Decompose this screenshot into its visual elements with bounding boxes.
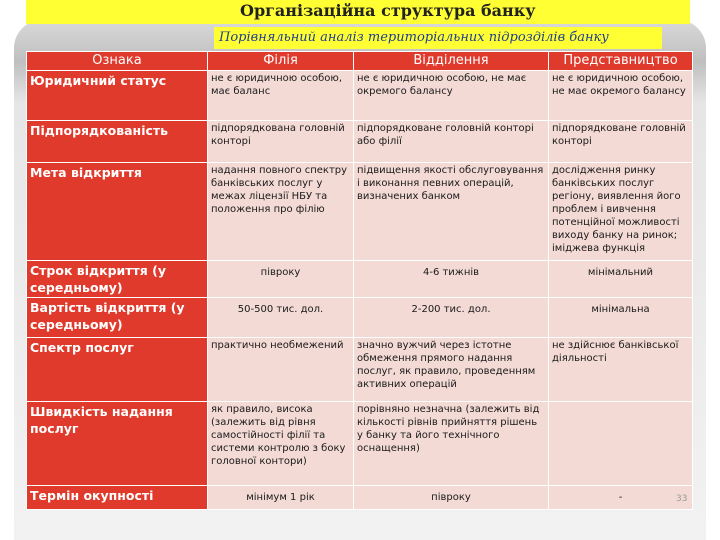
- table-cell: дослідження ринку банківських послуг регіону, виявлення його проблем і вивчення потенційної можливості виходу банку на ринок; іміджева функція: [549, 163, 693, 261]
- table-cell: не здійснює банківської діяльності: [549, 338, 693, 402]
- title-bar: [26, 0, 690, 24]
- table-cell: порівняно незначна (залежить від кількості рівнів прийняття рішень у банку та його технічного оснащення): [354, 402, 549, 486]
- row-label: Строк відкриття (у середньому): [27, 261, 208, 298]
- table-row-opening-term: [27, 261, 693, 298]
- table-cell: [549, 402, 693, 486]
- row-label: Спектр послуг: [27, 338, 208, 402]
- table-row-service-range: [27, 338, 693, 402]
- table-cell: мінімальний: [549, 261, 693, 298]
- table-cell: як правило, висока (залежить від рівня самостійності філії та системи контролю з боку головної контори): [208, 402, 354, 486]
- row-label: Вартість відкриття (у середньому): [27, 298, 208, 338]
- table-cell: підпорядковане головній конторі або філії: [354, 121, 549, 163]
- table-header-row: [27, 52, 693, 71]
- row-label: Швидкість надання послуг: [27, 402, 208, 486]
- row-label: Юридичний статус: [27, 71, 208, 121]
- table-cell: 50-500 тис. дол.: [208, 298, 354, 338]
- column-header-feature: Ознака: [27, 52, 208, 71]
- table-row-service-speed: [27, 402, 693, 486]
- table-cell: не є юридичною особою, не має окремого балансу: [354, 71, 549, 121]
- row-label: Мета відкриття: [27, 163, 208, 261]
- table-row-subordination: [27, 121, 693, 163]
- table-cell: мінімальна: [549, 298, 693, 338]
- page-number: 33: [676, 494, 688, 504]
- table-cell: надання повного спектру банківських послуг у межах ліцензії НБУ та положення про філію: [208, 163, 354, 261]
- table-row-payback-period: [27, 486, 693, 510]
- table-cell: не є юридичною особою, має баланс: [208, 71, 354, 121]
- table-row-legal-status: [27, 71, 693, 121]
- row-label: Підпорядкованість: [27, 121, 208, 163]
- column-header-department: Відділення: [354, 52, 549, 71]
- table-cell: підпорядковане головній конторі: [549, 121, 693, 163]
- table-cell: -: [549, 486, 693, 510]
- table-cell: мінімум 1 рік: [208, 486, 354, 510]
- table-cell: практично необмежений: [208, 338, 354, 402]
- row-label: Термін окупності: [27, 486, 208, 510]
- column-header-representative-office: Представництво: [549, 52, 693, 71]
- table-row-opening-purpose: [27, 163, 693, 261]
- table-cell: не є юридичною особою, не має окремого балансу: [549, 71, 693, 121]
- table-cell: 2-200 тис. дол.: [354, 298, 549, 338]
- table-cell: півроку: [208, 261, 354, 298]
- subtitle-box: [214, 27, 662, 49]
- table-row-opening-cost: [27, 298, 693, 338]
- table-cell: підпорядкована головній конторі: [208, 121, 354, 163]
- column-header-branch: Філія: [208, 52, 354, 71]
- table-cell: півроку: [354, 486, 549, 510]
- table-cell: 4-6 тижнів: [354, 261, 549, 298]
- comparison-table: [26, 51, 693, 510]
- table-cell: підвищення якості обслуговування і виконання певних операцій, визначених банком: [354, 163, 549, 261]
- table-cell: значно вужчий через істотне обмеження прямого надання послуг, як правило, проведенням активних операцій: [354, 338, 549, 402]
- page-title: Організаційна структура банку: [240, 1, 536, 20]
- page-subtitle: Порівняльний аналіз територіальних підрозділів банку: [219, 30, 609, 45]
